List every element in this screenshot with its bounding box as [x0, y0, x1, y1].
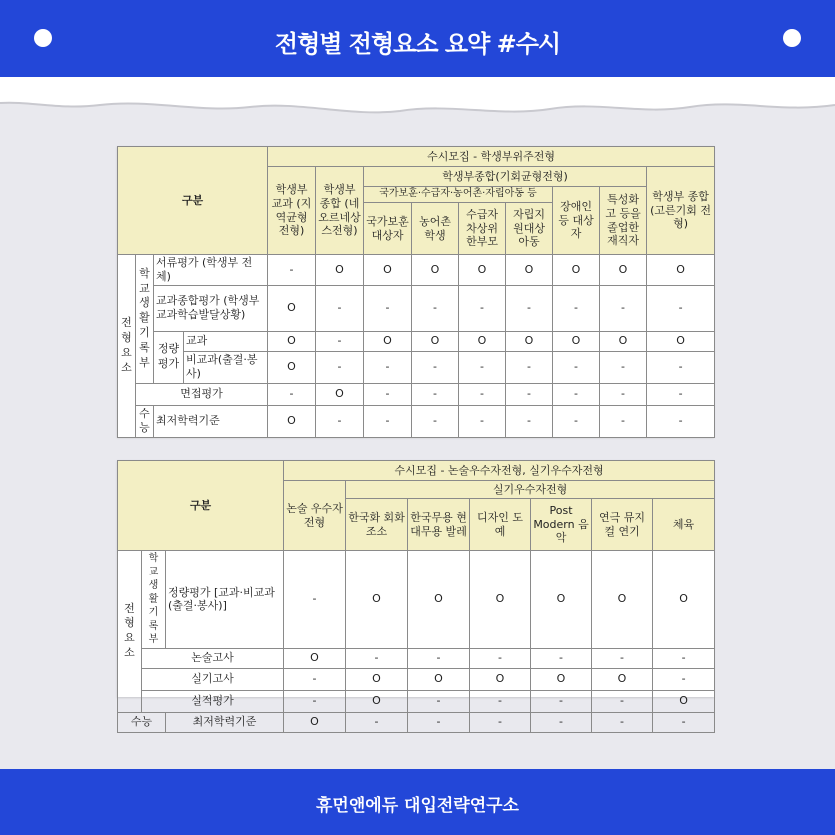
cell: O	[600, 255, 647, 286]
cell: O	[653, 551, 715, 649]
cell: -	[412, 285, 459, 331]
cell: -	[592, 712, 653, 732]
row-label: 실기고사	[142, 668, 284, 690]
cell: -	[316, 405, 364, 438]
cell: O	[647, 255, 715, 286]
cell: -	[470, 690, 531, 712]
cell: O	[268, 405, 316, 438]
column-header: 한국화 회화 조소	[346, 499, 408, 551]
cell: -	[408, 648, 470, 668]
cell: -	[506, 405, 553, 438]
side-label-jeongnyang: 정량평가	[154, 331, 184, 383]
cell: -	[553, 383, 600, 405]
column-header: Post Modern 음악	[531, 499, 592, 551]
cell: O	[531, 551, 592, 649]
row-label: 정량평가 [교과·비교과(출결·봉사)]	[166, 551, 284, 649]
cell: -	[600, 383, 647, 405]
cell: O	[268, 351, 316, 383]
gubun-header: 구분	[118, 147, 268, 255]
cell: -	[653, 648, 715, 668]
cell: -	[506, 383, 553, 405]
column-header: 장애인 등 대상자	[553, 187, 600, 255]
cell: -	[316, 351, 364, 383]
cell: O	[412, 331, 459, 351]
side-label-suneung: 수능	[118, 712, 166, 732]
cell: O	[364, 255, 412, 286]
gubun-header: 구분	[118, 461, 284, 551]
cell: -	[364, 351, 412, 383]
table-panel-1	[117, 146, 714, 437]
cell: -	[412, 405, 459, 438]
footer-text: 휴먼앤에듀 대입전략연구소	[316, 796, 519, 816]
side-label-hakgyo: 학교생활기록부	[136, 255, 154, 384]
cell: O	[553, 255, 600, 286]
row-label: 교과종합평가 (학생부 교과학습발달상황)	[154, 285, 268, 331]
cell: O	[412, 255, 459, 286]
row-label: 최저학력기준	[154, 405, 268, 438]
cell: -	[470, 648, 531, 668]
column-header: 농어촌 학생	[412, 203, 459, 255]
cell: -	[553, 285, 600, 331]
cell: -	[412, 351, 459, 383]
cell: O	[506, 255, 553, 286]
cell: -	[284, 551, 346, 649]
cell: -	[531, 648, 592, 668]
column-header: 학생부 교과 (지역균형 전형)	[268, 167, 316, 255]
cell: -	[412, 383, 459, 405]
column-subgroup-header: 국가보훈·수급자·농어촌·자립아동 등	[364, 187, 553, 203]
cell: -	[553, 405, 600, 438]
cell: O	[459, 331, 506, 351]
cell: -	[408, 712, 470, 732]
row-label: 최저학력기준	[166, 712, 284, 732]
column-header: 디자인 도예	[470, 499, 531, 551]
side-label-jeonhyeong: 전형요소	[118, 255, 136, 438]
cell: O	[592, 668, 653, 690]
cell: O	[364, 331, 412, 351]
cell: -	[592, 690, 653, 712]
table-panel-2	[117, 460, 714, 729]
column-group-header: 실기우수자전형	[346, 481, 715, 499]
cell: -	[316, 331, 364, 351]
row-label: 실적평가	[142, 690, 284, 712]
column-header-top: 수시모집 - 학생부위주전형	[268, 147, 715, 167]
cell: O	[316, 255, 364, 286]
cell: -	[470, 712, 531, 732]
cell: -	[268, 383, 316, 405]
footer-banner	[0, 769, 835, 835]
cell: -	[553, 351, 600, 383]
cell: -	[459, 285, 506, 331]
cell: -	[346, 712, 408, 732]
column-header-top: 수시모집 - 논술우수자전형, 실기우수자전형	[284, 461, 715, 481]
cell: -	[600, 351, 647, 383]
column-header: 특성화고 등을 졸업한 재직자	[600, 187, 647, 255]
cell: -	[653, 668, 715, 690]
cell: O	[346, 690, 408, 712]
side-label-hakgyo: 학교생활기록부	[142, 551, 166, 649]
cell: O	[459, 255, 506, 286]
column-header: 연극 뮤지컬 연기	[592, 499, 653, 551]
cell: -	[592, 648, 653, 668]
cell: O	[506, 331, 553, 351]
cell: -	[284, 668, 346, 690]
cell: -	[647, 383, 715, 405]
cell: -	[408, 690, 470, 712]
cell: O	[346, 668, 408, 690]
cell: -	[647, 351, 715, 383]
cell: O	[346, 551, 408, 649]
column-header: 한국무용 현대무용 발레	[408, 499, 470, 551]
cell: O	[408, 551, 470, 649]
cell: O	[284, 712, 346, 732]
cell: -	[316, 285, 364, 331]
cell: -	[647, 405, 715, 438]
circle-dot-right	[783, 29, 801, 47]
cell: -	[459, 383, 506, 405]
cell: O	[316, 383, 364, 405]
cell: O	[653, 690, 715, 712]
side-label-suneung: 수능	[136, 405, 154, 438]
cell: O	[600, 331, 647, 351]
cell: O	[470, 668, 531, 690]
cell: -	[364, 285, 412, 331]
cell: -	[531, 712, 592, 732]
column-header: 학생부 종합 (고른기회 전형)	[647, 167, 715, 255]
cell: -	[647, 285, 715, 331]
cell: O	[470, 551, 531, 649]
header-banner	[0, 0, 835, 77]
column-header: 수급자 차상위 한부모	[459, 203, 506, 255]
column-group-header: 학생부종합(기회균형전형)	[364, 167, 647, 187]
cell: -	[364, 383, 412, 405]
cell: -	[600, 405, 647, 438]
cell: -	[653, 712, 715, 732]
cell: -	[346, 648, 408, 668]
cell: O	[268, 285, 316, 331]
row-label: 면접평가	[136, 383, 268, 405]
summary-table-2	[117, 460, 715, 733]
column-header: 체육	[653, 499, 715, 551]
cell: O	[408, 668, 470, 690]
cell: -	[506, 351, 553, 383]
side-label-jeonhyeong: 전형요소	[118, 551, 142, 713]
row-label: 논술고사	[142, 648, 284, 668]
row-label: 교과	[184, 331, 268, 351]
cell: -	[364, 405, 412, 438]
column-header: 국가보훈대상자	[364, 203, 412, 255]
cell: -	[459, 351, 506, 383]
cell: O	[592, 551, 653, 649]
cell: -	[531, 690, 592, 712]
cell: O	[531, 668, 592, 690]
column-header: 논술 우수자 전형	[284, 481, 346, 551]
cell: O	[553, 331, 600, 351]
torn-paper-decoration	[0, 77, 835, 137]
cell: O	[268, 331, 316, 351]
cell: O	[284, 648, 346, 668]
page-title: 전형별 전형요소 요약 #수시	[274, 30, 561, 58]
cell: -	[268, 255, 316, 286]
row-label: 서류평가 (학생부 전체)	[154, 255, 268, 286]
column-header: 자립지원대상 아동	[506, 203, 553, 255]
cell: -	[284, 690, 346, 712]
cell: -	[600, 285, 647, 331]
cell: -	[459, 405, 506, 438]
cell: -	[506, 285, 553, 331]
summary-table-1	[117, 146, 715, 438]
column-header: 학생부 종합 (네오르네상스전형)	[316, 167, 364, 255]
row-label: 비교과(출결·봉사)	[184, 351, 268, 383]
cell: O	[647, 331, 715, 351]
